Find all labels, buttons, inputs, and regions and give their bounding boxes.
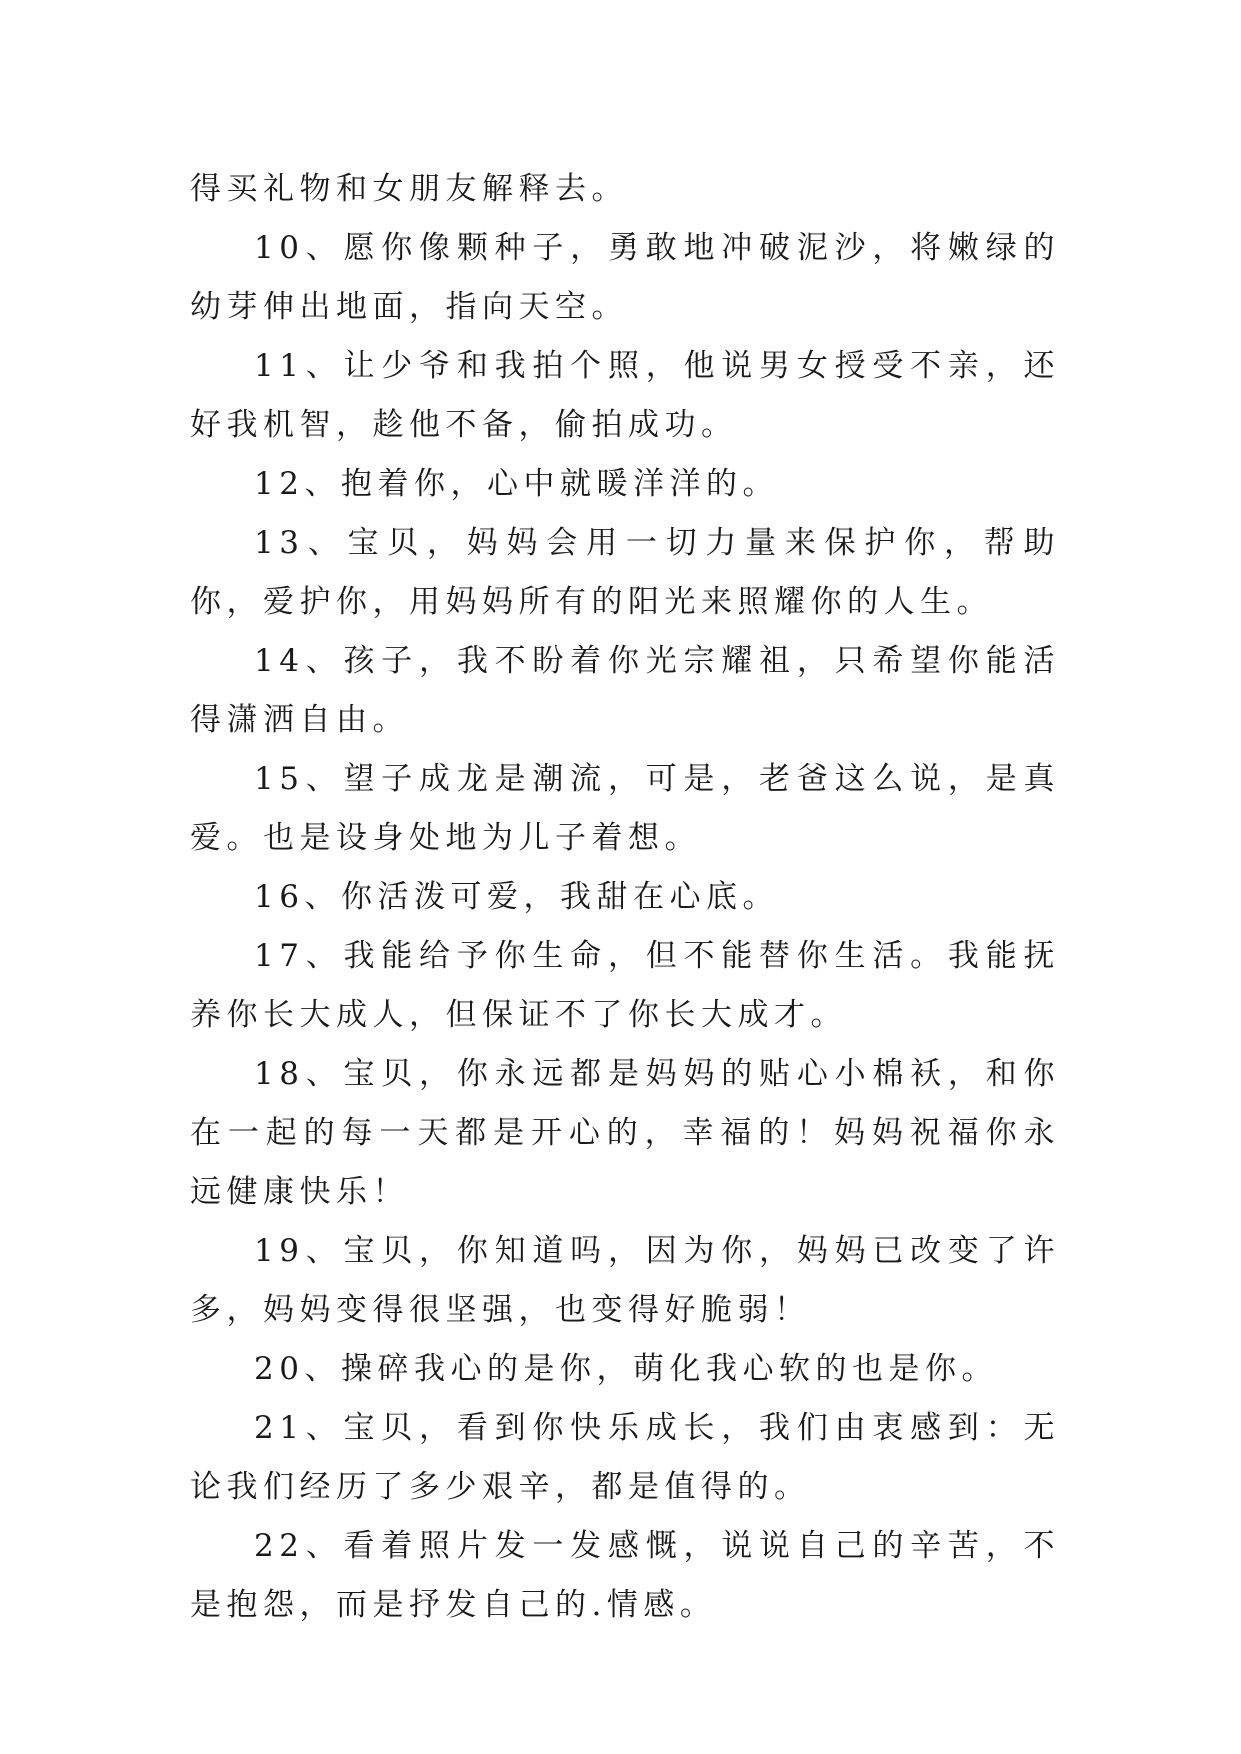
paragraph: 14、孩子，我不盼着你光宗耀祖，只希望你能活得潇洒自由。 <box>190 643 1060 738</box>
paragraph: 13、宝贝，妈妈会用一切力量来保护你，帮助你，爱护你，用妈妈所有的阳光来照耀你的人生。 <box>190 525 1060 620</box>
paragraph: 得买礼物和女朋友解释去。 <box>190 171 628 207</box>
paragraph: 11、让少爷和我拍个照，他说男女授受不亲，还好我机智，趁他不备，偷拍成功。 <box>190 348 1060 443</box>
document-body <box>190 160 1060 1635</box>
paragraph: 15、望子成龙是潮流，可是，老爸这么说，是真爱。也是设身处地为儿子着想。 <box>190 761 1060 856</box>
paragraph: 21、宝贝，看到你快乐成长，我们由衷感到：无论我们经历了多少艰辛，都是值得的。 <box>190 1410 1060 1505</box>
paragraph: 10、愿你像颗种子，勇敢地冲破泥沙，将嫩绿的幼芽伸出地面，指向天空。 <box>190 230 1060 325</box>
paragraph: 12、抱着你，心中就暖洋洋的。 <box>254 466 779 502</box>
paragraph: 19、宝贝，你知道吗，因为你，妈妈已改变了许多，妈妈变得很坚强，也变得好脆弱！ <box>190 1233 1060 1328</box>
paragraph: 18、宝贝，你永远都是妈妈的贴心小棉袄，和你在一起的每一天都是开心的，幸福的！妈妈祝福你永远健康快乐！ <box>190 1056 1060 1210</box>
paragraph: 17、我能给予你生命，但不能替你生活。我能抚养你长大成人，但保证不了你长大成才。 <box>190 938 1060 1033</box>
paragraph: 16、你活泼可爱，我甜在心底。 <box>254 879 779 915</box>
paragraph: 22、看着照片发一发感慨，说说自己的辛苦，不是抱怨，而是抒发自己的.情感。 <box>190 1528 1060 1623</box>
paragraph: 20、操碎我心的是你，萌化我心软的也是你。 <box>254 1351 998 1387</box>
